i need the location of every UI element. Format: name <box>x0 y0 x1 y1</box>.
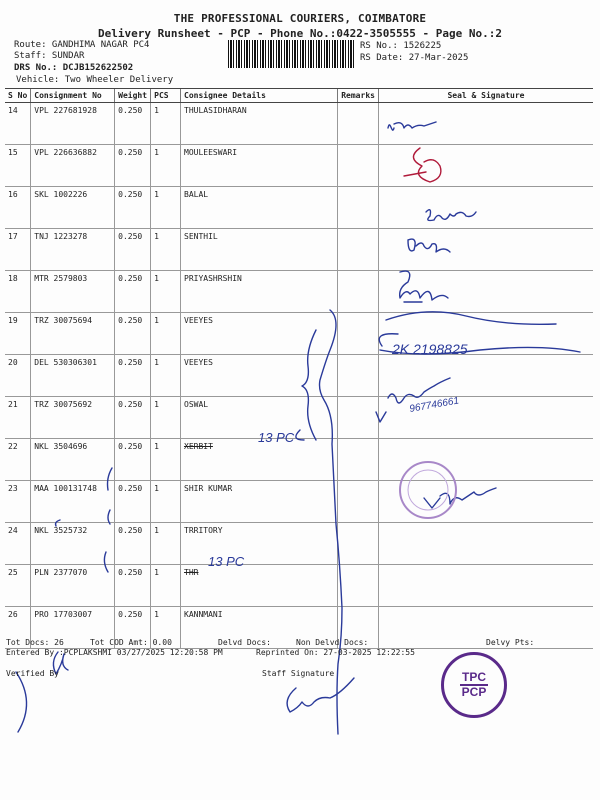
cell-signature <box>378 187 593 229</box>
cell-pcs: 1 <box>151 271 181 313</box>
cell-weight: 0.250 <box>115 439 151 481</box>
barcode <box>228 40 354 68</box>
cell-remarks <box>338 229 379 271</box>
tpc-pcp-stamp <box>441 652 507 718</box>
cell-remarks <box>338 313 379 355</box>
cell-remarks <box>338 439 379 481</box>
cell-signature <box>378 397 593 439</box>
table-row <box>5 565 593 607</box>
entered-by: Entered By :PCPLAKSHMI 03/27/2025 12:20:58 PM <box>6 648 223 657</box>
cell-sno: 17 <box>5 229 31 271</box>
cell-consignment: PRO 17703007 <box>31 607 115 649</box>
table-row <box>5 229 593 271</box>
verified-by: Verified By <box>6 669 59 678</box>
cell-consignment: NKL 3504696 <box>31 439 115 481</box>
cell-sno: 16 <box>5 187 31 229</box>
handwritten-note-row22: 13 PC <box>258 430 295 445</box>
cell-weight: 0.250 <box>115 355 151 397</box>
cell-weight: 0.250 <box>115 481 151 523</box>
col-weight: Weight <box>115 89 151 103</box>
col-consignee: Consignee Details <box>181 89 338 103</box>
cell-consignee <box>181 439 338 481</box>
cell-consignee: TRRITORY <box>181 523 338 565</box>
stamp-line1: TPC <box>462 670 486 684</box>
cell-signature <box>378 523 593 565</box>
cell-weight: 0.250 <box>115 607 151 649</box>
cell-pcs: 1 <box>151 523 181 565</box>
cell-consignee: THULASIDHARAN <box>181 103 338 145</box>
cell-pcs: 1 <box>151 145 181 187</box>
cell-consignment: PLN 2377070 <box>31 565 115 607</box>
cell-signature <box>378 481 593 523</box>
cell-sno: 26 <box>5 607 31 649</box>
cell-remarks <box>338 565 379 607</box>
cell-consignment: VPL 227681928 <box>31 103 115 145</box>
col-pcs: PCS <box>151 89 181 103</box>
cell-sno: 20 <box>5 355 31 397</box>
cell-consignment: TRZ 30075692 <box>31 397 115 439</box>
cell-pcs: 1 <box>151 103 181 145</box>
table-row <box>5 481 593 523</box>
cell-sno: 24 <box>5 523 31 565</box>
rs-date: RS Date: 27-Mar-2025 <box>360 53 469 63</box>
cell-consignee: OSWAL <box>181 397 338 439</box>
total-cod-amount: Tot COD Amt: 0.00 <box>90 638 172 647</box>
route: Route: GANDHIMA NAGAR PC4 <box>14 40 150 50</box>
cell-consignment: DEL 530306301 <box>31 355 115 397</box>
cell-consignee: SHIR KUMAR <box>181 481 338 523</box>
cell-sno: 23 <box>5 481 31 523</box>
table-header-row <box>5 89 593 103</box>
col-signature: Seal & Signature <box>378 89 593 103</box>
cell-consignee <box>181 565 338 607</box>
cell-remarks <box>338 355 379 397</box>
table-row <box>5 397 593 439</box>
delivery-points: Delvy Pts: <box>486 638 535 647</box>
table-row <box>5 103 593 145</box>
cell-consignee: KANNMANI <box>181 607 338 649</box>
cell-remarks <box>338 523 379 565</box>
cell-signature <box>378 313 593 355</box>
cell-consignee: VEEYES <box>181 355 338 397</box>
cell-consignment: NKL 3525732 <box>31 523 115 565</box>
stamp-line2: PCP <box>461 685 487 699</box>
cell-sno: 19 <box>5 313 31 355</box>
cell-pcs: 1 <box>151 229 181 271</box>
consignment-table <box>5 88 593 649</box>
staff-signature-label: Staff Signature <box>262 669 335 678</box>
cell-remarks <box>338 481 379 523</box>
cell-pcs: 1 <box>151 187 181 229</box>
cell-remarks <box>338 271 379 313</box>
table-row <box>5 145 593 187</box>
runsheet-subtitle: Delivery Runsheet - PCP - Phone No.:0422-3505555 - Page No.:2 <box>98 27 502 40</box>
handwritten-note-row25: 13 PC <box>208 554 245 569</box>
cell-consignee: BALAL <box>181 187 338 229</box>
handwritten-sign-row21: 967746661 <box>408 395 460 415</box>
struck-consignee: THR <box>184 568 199 577</box>
cell-weight: 0.250 <box>115 565 151 607</box>
cell-consignment: MTR 2579803 <box>31 271 115 313</box>
cell-consignee: PRIYASHRSHIN <box>181 271 338 313</box>
cell-weight: 0.250 <box>115 271 151 313</box>
cell-pcs: 1 <box>151 565 181 607</box>
cell-weight: 0.250 <box>115 187 151 229</box>
table-row <box>5 271 593 313</box>
cell-pcs: 1 <box>151 481 181 523</box>
cell-signature <box>378 229 593 271</box>
cell-weight: 0.250 <box>115 313 151 355</box>
cell-signature <box>378 271 593 313</box>
cell-weight: 0.250 <box>115 397 151 439</box>
staff-signature-ink <box>287 678 354 712</box>
cell-remarks <box>338 145 379 187</box>
table-row <box>5 187 593 229</box>
cell-consignee: VEEYES <box>181 313 338 355</box>
drs-number: DRS No.: DCJB152622502 <box>14 63 134 73</box>
cell-weight: 0.250 <box>115 523 151 565</box>
reprinted-on: Reprinted On: 27-03-2025 12:22:55 <box>256 648 415 657</box>
struck-consignee: XERBIT <box>184 442 213 451</box>
table-row <box>5 523 593 565</box>
table-row <box>5 355 593 397</box>
total-docs: Tot Docs: 26 <box>6 638 64 647</box>
col-remarks: Remarks <box>338 89 379 103</box>
company-name: THE PROFESSIONAL COURIERS, COIMBATORE <box>173 12 427 25</box>
table-row <box>5 313 593 355</box>
staff: Staff: SUNDAR <box>14 51 85 61</box>
col-sno: S No <box>5 89 31 103</box>
cell-sno: 21 <box>5 397 31 439</box>
cell-signature <box>378 103 593 145</box>
cell-sno: 18 <box>5 271 31 313</box>
cell-sno: 22 <box>5 439 31 481</box>
cell-sno: 25 <box>5 565 31 607</box>
cell-pcs: 1 <box>151 355 181 397</box>
cell-pcs: 1 <box>151 607 181 649</box>
non-delivered-docs: Non Delvd Docs: <box>296 638 369 647</box>
delivered-docs: Delvd Docs: <box>218 638 271 647</box>
cell-consignment: VPL 226636882 <box>31 145 115 187</box>
cell-signature <box>378 565 593 607</box>
cell-sno: 14 <box>5 103 31 145</box>
cell-remarks <box>338 397 379 439</box>
cell-consignee: SENTHIL <box>181 229 338 271</box>
cell-consignment: MAA 100131748 <box>31 481 115 523</box>
cell-weight: 0.250 <box>115 103 151 145</box>
verified-ink <box>16 672 27 732</box>
cell-remarks <box>338 103 379 145</box>
cell-consignment: SKL 1002226 <box>31 187 115 229</box>
cell-signature <box>378 439 593 481</box>
table-row <box>5 439 593 481</box>
cell-signature <box>378 145 593 187</box>
cell-sno: 15 <box>5 145 31 187</box>
rs-number: RS No.: 1526225 <box>360 41 442 51</box>
cell-pcs: 1 <box>151 439 181 481</box>
cell-weight: 0.250 <box>115 145 151 187</box>
vehicle: Vehicle: Two Wheeler Delivery <box>16 75 174 85</box>
cell-pcs: 1 <box>151 397 181 439</box>
cell-weight: 0.250 <box>115 229 151 271</box>
cell-consignee: MOULEESWARI <box>181 145 338 187</box>
handwritten-sign-row20: 2K 2198825 <box>392 341 468 357</box>
cell-signature <box>378 355 593 397</box>
cell-consignment: TNJ 1223278 <box>31 229 115 271</box>
cell-remarks <box>338 187 379 229</box>
cell-consignment: TRZ 30075694 <box>31 313 115 355</box>
col-consignment: Consignment No <box>31 89 115 103</box>
cell-pcs: 1 <box>151 313 181 355</box>
